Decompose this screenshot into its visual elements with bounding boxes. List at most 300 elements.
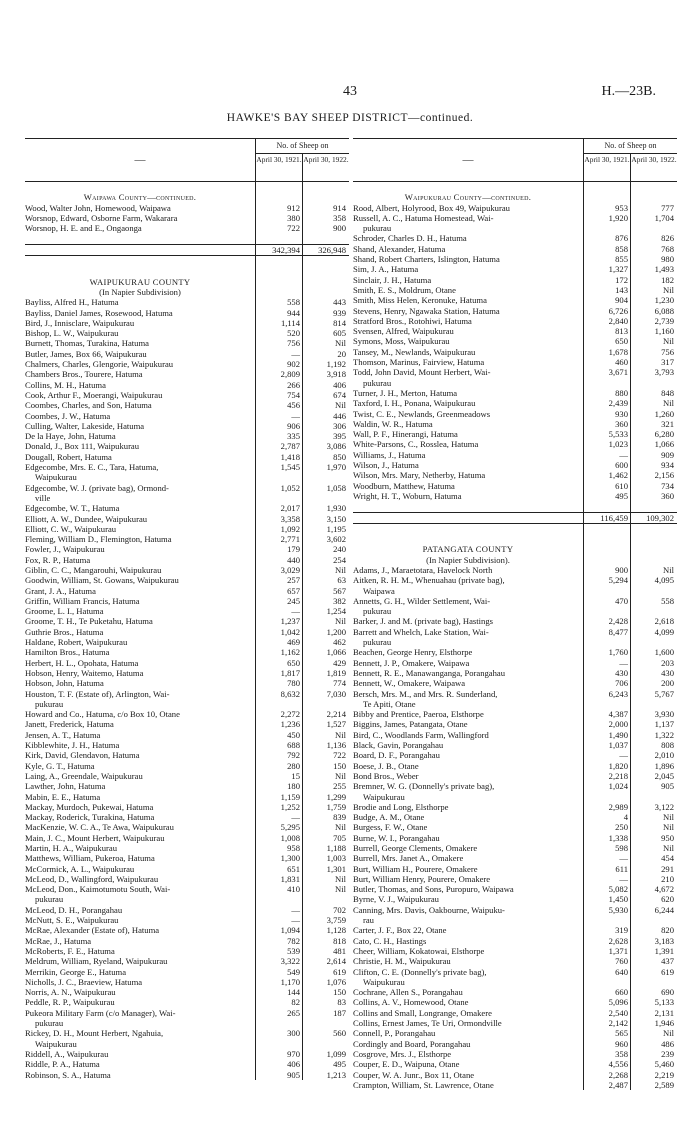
owner-name: Waipawa <box>363 585 395 596</box>
table-row <box>25 658 349 668</box>
sheep-1922 <box>631 792 677 802</box>
owner-name: ville <box>35 492 51 503</box>
sheep-1921: 2,000 <box>608 719 628 730</box>
owner-name: Kyle, G. T., Hatuma <box>25 760 95 771</box>
owner-name: Barrett and Whelch, Lake Station, Wai- <box>353 626 489 637</box>
sheep-1921: 2,840 <box>608 315 628 326</box>
owner-name: Bibby and Prentice, Paeroa, Elsthorpe <box>353 709 484 720</box>
table-row <box>353 689 677 699</box>
table-row <box>353 905 677 915</box>
owner-name: Carter, J. F., Box 22, Otane <box>353 925 447 936</box>
continuation-line <box>353 637 677 647</box>
table-row <box>25 1049 349 1059</box>
sheep-1922: 1,128 <box>326 925 346 936</box>
sheep-1921: 906 <box>287 420 300 431</box>
sheep-1922: 3,183 <box>654 935 674 946</box>
sheep-1922: 734 <box>661 480 674 491</box>
sheep-1921: 2,540 <box>608 1007 628 1018</box>
sheep-1922: 203 <box>661 657 674 668</box>
section-heading <box>353 192 677 202</box>
sheep-1921: 410 <box>287 884 300 895</box>
sheep-1921: 610 <box>615 480 628 491</box>
owner-name: Stevens, Henry, Ngawaka Station, Hatuma <box>353 305 500 316</box>
sheep-1921: 1,820 <box>608 760 628 771</box>
owner-name: Chambers Bros., Tourere, Hatuma <box>25 369 143 380</box>
sheep-1921: 958 <box>287 843 300 853</box>
table-row <box>353 470 677 480</box>
owner-name: rau <box>363 915 374 926</box>
sheep-1921: 1,338 <box>608 832 628 843</box>
sheep-1921: 266 <box>287 379 300 390</box>
owner-name: Woodburn, Matthew, Hatuma <box>353 480 455 491</box>
page-title: HAWKE'S BAY SHEEP DISTRICT—continued. <box>226 112 474 124</box>
sheep-1922: 2,214 <box>326 709 346 720</box>
col-1922-header: April 30, 1922. <box>303 155 349 164</box>
owner-name: Cook, Arthur F., Moerangi, Waipukurau <box>25 389 163 400</box>
table-row <box>353 213 677 223</box>
owner-name: Rood, Albert, Holyrood, Box 49, Waipukurau <box>353 202 510 213</box>
table-row <box>353 336 677 346</box>
sheep-1921: 1,920 <box>608 212 628 223</box>
sheep-1922 <box>631 606 677 616</box>
owner-name: Couper, W. A. Junr., Box 11, Otane <box>353 1069 475 1080</box>
sheep-1922: 1,600 <box>654 647 674 658</box>
sheep-1921: 1,418 <box>280 451 300 462</box>
table-row <box>25 349 349 359</box>
sheep-1922: 1,188 <box>326 843 346 853</box>
sheep-1921: 2,628 <box>608 935 628 946</box>
sheep-1922: 382 <box>333 595 346 606</box>
owner-name: Robinson, S. A., Hatuma <box>25 1069 111 1080</box>
owner-name: Bersch, Mrs. M., and Mrs. R. Sunderland, <box>353 688 498 699</box>
sheep-1922: 558 <box>661 595 674 606</box>
sheep-1921: 651 <box>287 863 300 874</box>
owner-name: Williams, J., Hatuma <box>353 449 426 460</box>
sheep-1921: 953 <box>615 202 628 213</box>
table-row <box>25 1070 349 1080</box>
sheep-1921: 813 <box>615 326 628 337</box>
owner-name: Groome, T. H., Te Puketahu, Hatuma <box>25 616 153 627</box>
sheep-1922: 454 <box>661 853 674 864</box>
sheep-1922: 2,589 <box>654 1079 674 1090</box>
sheep-1922: Nil <box>663 564 674 575</box>
table-row <box>353 388 677 398</box>
table-row <box>25 514 349 524</box>
sheep-1921: 930 <box>615 408 628 419</box>
col-1922-header: April 30, 1922. <box>631 155 677 164</box>
sheep-1921: 143 <box>615 284 628 295</box>
table-row <box>25 223 349 233</box>
owner-name: Aitken, R. H. M., Whenuahau (private bag), <box>353 575 505 586</box>
owner-name: Thomson, Marinus, Fairview, Hatuma <box>353 357 485 368</box>
table-row <box>353 357 677 367</box>
sheep-1922 <box>631 915 677 925</box>
sheep-1921: 4,387 <box>608 709 628 720</box>
table-row <box>353 575 677 585</box>
table-row <box>25 462 349 472</box>
sheep-1922: 486 <box>661 1038 674 1049</box>
sheep-1921: — <box>291 915 300 926</box>
sheep-1922: 905 <box>661 781 674 792</box>
sheep-1922 <box>631 378 677 388</box>
sheep-1922: Nil <box>663 822 674 833</box>
owner-name: pukurau <box>35 894 64 905</box>
sheep-1921: 598 <box>615 843 628 853</box>
sheep-1922: 2,614 <box>326 956 346 967</box>
owner-name: McRae, Alexander (Estate of), Hatuma <box>25 925 160 936</box>
sheep-1921 <box>585 555 631 565</box>
owner-name: Hobson, John, Hatuma <box>25 678 104 689</box>
owner-name: Nicholls, J. C., Braeview, Hatuma <box>25 976 143 987</box>
owner-name: Canning, Mrs. Davis, Oakbourne, Waipuku- <box>353 904 505 915</box>
table-row <box>25 730 349 740</box>
owner-name: Te Apiti, Otane <box>363 698 416 709</box>
table-row <box>25 967 349 977</box>
sheep-1922: 4,095 <box>654 575 674 586</box>
sheep-1921: 3,358 <box>280 513 300 524</box>
table-row <box>25 534 349 544</box>
sheep-1922: Nil <box>335 338 346 349</box>
sheep-1921 <box>585 378 631 388</box>
sheep-1921 <box>257 472 303 482</box>
table-row <box>25 616 349 626</box>
owner-name: Cordingly and Board, Porangahau <box>353 1038 471 1049</box>
owner-name: Rickey, D. H., Mount Herbert, Ngahuia, <box>25 1028 164 1039</box>
owner-name: Waipukurau <box>35 472 77 483</box>
table-row <box>25 956 349 966</box>
owner-name: MacKenzie, W. C. A., Te Awa, Waipukurau <box>25 822 174 833</box>
sheep-1921 <box>257 192 303 202</box>
sheep-1921: 706 <box>615 678 628 689</box>
sheep-1922: 1,391 <box>654 945 674 956</box>
sheep-1922: 1,099 <box>326 1048 346 1059</box>
owner-name: McNutt, S. E., Waipukurau <box>25 915 119 926</box>
sheep-1921: 754 <box>287 389 300 400</box>
table-row <box>353 275 677 285</box>
sheep-1921: 300 <box>287 1028 300 1039</box>
owner-name: Bayliss, Daniel James, Rosewood, Hatuma <box>25 307 173 318</box>
sheep-1921: 6,243 <box>608 688 628 699</box>
sheep-1922: 2,131 <box>654 1007 674 1018</box>
sheep-1922: Nil <box>335 822 346 833</box>
sheep-1921: 116,459 <box>600 512 628 523</box>
sheep-1921: 460 <box>615 357 628 368</box>
owner-name: Taxford, I. H., Ponana, Waipukurau <box>353 398 476 409</box>
owner-name: Cochrane, Allen S., Porangahau <box>353 987 463 998</box>
sheep-1922: 443 <box>333 297 346 308</box>
table-row <box>353 781 677 791</box>
sheep-1921: 469 <box>287 637 300 648</box>
sheep-1921: 650 <box>615 336 628 347</box>
sheep-1922: 1,759 <box>326 801 346 812</box>
sheep-1921: 565 <box>615 1028 628 1039</box>
sheep-1922: 1,493 <box>654 264 674 275</box>
sheep-1921: 780 <box>287 678 300 689</box>
table-row <box>25 431 349 441</box>
sheep-1921: 900 <box>615 564 628 575</box>
owner-name: Cato, C. H., Hastings <box>353 935 427 946</box>
sheep-1921 <box>585 977 631 987</box>
sheep-1921: 4,556 <box>608 1059 628 1070</box>
sheep-1922: 567 <box>333 585 346 596</box>
table-row <box>25 936 349 946</box>
sheep-1922: Nil <box>335 564 346 575</box>
sheep-1922: 83 <box>337 997 346 1008</box>
owner-name: Tansey, M., Newlands, Waipukurau <box>353 346 476 357</box>
sheep-1922: 1,946 <box>654 1018 674 1029</box>
sheep-1922 <box>303 277 349 287</box>
left-table-body <box>25 182 349 1080</box>
sheep-1922: 1,200 <box>326 626 346 637</box>
owner-name: Waipukurau <box>35 1038 77 1049</box>
table-row <box>353 203 677 213</box>
sheep-1922: 1,930 <box>326 503 346 514</box>
owner-name: Collins and Small, Longrange, Omakere <box>353 1007 492 1018</box>
sheep-1921: 2,439 <box>608 398 628 409</box>
continuation-line <box>25 472 349 482</box>
sheep-1921: 1,831 <box>280 873 300 884</box>
sheep-1921: 855 <box>615 254 628 265</box>
table-row <box>25 874 349 884</box>
owner-name: pukurau <box>35 698 64 709</box>
owner-name: Donald, J., Box 111, Waipukurau <box>25 441 140 452</box>
table-row <box>25 678 349 688</box>
sheep-1922: Nil <box>663 284 674 295</box>
table-row <box>353 740 677 750</box>
table-row <box>353 750 677 760</box>
sheep-1922: 321 <box>661 418 674 429</box>
table-row <box>25 740 349 750</box>
owner-name: Waipawa County—continued. <box>83 192 197 203</box>
table-row <box>25 781 349 791</box>
owner-name: Cosgrove, Mrs. J., Elsthorpe <box>353 1048 452 1059</box>
sheep-1921: 1,042 <box>280 626 300 637</box>
owner-name: pukurau <box>363 637 392 648</box>
owner-name: Adams, J., Maraetotara, Havelock North <box>353 564 493 575</box>
table-row <box>25 1028 349 1038</box>
owner-name: McCormick, A. L., Waipukurau <box>25 863 135 874</box>
owner-name: Mackay, Roderick, Turakina, Hatuma <box>25 812 155 823</box>
table-row <box>25 503 349 513</box>
table-row <box>353 987 677 997</box>
sheep-1922: 187 <box>333 1007 346 1018</box>
sheep-1921: 280 <box>287 760 300 771</box>
sheep-1921 <box>257 699 303 709</box>
owner-name: Riddell, A., Waipukurau <box>25 1048 109 1059</box>
sheep-1922: 20 <box>337 348 346 359</box>
continuation-line <box>353 792 677 802</box>
sheep-1922: Nil <box>335 884 346 895</box>
sheep-1921 <box>257 894 303 904</box>
owner-name: Laing, A., Greendale, Waipukurau <box>25 770 143 781</box>
table-row <box>25 586 349 596</box>
sheep-1921 <box>257 287 303 297</box>
table-row <box>353 285 677 295</box>
table-row <box>353 647 677 657</box>
owner-name: Byrne, V. J., Waipukurau <box>353 894 439 905</box>
owner-name: Smith, Miss Helen, Keronuke, Hatuma <box>353 295 487 306</box>
owner-name: Bayliss, Alfred H., Hatuma <box>25 297 119 308</box>
table-row <box>353 565 677 575</box>
sheep-1922: 980 <box>661 254 674 265</box>
sheep-1922: 7,030 <box>326 688 346 699</box>
sheep-1922: 1,527 <box>326 719 346 730</box>
owner-name: Symons, Moss, Waipukurau <box>353 336 450 347</box>
sheep-1921: 1,327 <box>608 264 628 275</box>
table-row <box>353 874 677 884</box>
sheep-1922 <box>631 555 677 565</box>
sheep-1922: 291 <box>661 863 674 874</box>
sheep-1921: 172 <box>615 274 628 285</box>
sheep-1921: 250 <box>615 822 628 833</box>
owner-name: Mackay, Murdoch, Pukewai, Hatuma <box>25 801 154 812</box>
table-row <box>353 1080 677 1090</box>
sheep-1922 <box>303 493 349 503</box>
sheep-1921: 456 <box>287 400 300 411</box>
sheep-1921: 342,394 <box>272 244 300 255</box>
sheep-1922: Nil <box>335 873 346 884</box>
table-row <box>25 328 349 338</box>
owner-name: Wilson, Mrs. Mary, Netherby, Hatuma <box>353 470 486 481</box>
table-row <box>353 244 677 254</box>
table-row <box>25 452 349 462</box>
owner-name: Sim, J. A., Hatuma <box>353 264 419 275</box>
sheep-1921: 1,462 <box>608 470 628 481</box>
table-row <box>353 419 677 429</box>
table-row <box>353 709 677 719</box>
table-row <box>25 647 349 657</box>
owner-name: Stratford Bros., Rotohiwi, Hatuma <box>353 315 472 326</box>
owner-name: Burt, William Henry, Pourere, Omakere <box>353 873 491 884</box>
sheep-1922: 814 <box>333 317 346 328</box>
owner-name: Burrell, Mrs. Janet A., Omakere <box>353 853 464 864</box>
table-row <box>25 802 349 812</box>
table-row <box>25 524 349 534</box>
sheep-1922: 2,618 <box>654 616 674 627</box>
sheep-1921: 722 <box>287 223 300 234</box>
sheep-1922: 4,099 <box>654 626 674 637</box>
continuation-line <box>353 586 677 596</box>
table-row <box>353 326 677 336</box>
sheep-1921: 380 <box>287 212 300 223</box>
owner-name: Burrell, George Clements, Omakere <box>353 843 478 853</box>
owner-name: Hobson, Henry, Waitemo, Hatuma <box>25 667 144 678</box>
sheep-1921: — <box>291 812 300 823</box>
owner-name: Barker, J. and M. (private bag), Hastings <box>353 616 493 627</box>
owner-name: Elliott, A. W., Dundee, Waipukurau <box>25 513 148 524</box>
sheep-1922: Nil <box>663 843 674 853</box>
owner-name: Groome, L. I., Hatuma <box>25 606 104 617</box>
sheep-1921 <box>257 277 303 287</box>
spacer <box>353 182 677 192</box>
owner-name: pukurau <box>35 1018 64 1029</box>
owner-name: Giblin, C. C., Mangarouhi, Waipukurau <box>25 564 162 575</box>
sheep-1921: 1,094 <box>280 925 300 936</box>
table-row <box>25 905 349 915</box>
sheep-1922: 255 <box>333 781 346 792</box>
owner-name: Schroder, Charles D. H., Hatuma <box>353 233 467 244</box>
sheep-1922: 3,150 <box>326 513 346 524</box>
owner-name: Cheer, William, Kokatowai, Elsthorpe <box>353 945 485 956</box>
sheep-1922: 560 <box>333 1028 346 1039</box>
owner-name: Haldane, Robert, Waipukurau <box>25 637 128 648</box>
sheep-1921: 2,787 <box>280 441 300 452</box>
table-row <box>353 491 677 501</box>
sheep-1922: 4,672 <box>654 884 674 895</box>
table-row <box>353 761 677 771</box>
table-row <box>353 616 677 626</box>
sheep-1921: 1,037 <box>608 740 628 751</box>
table-row <box>353 450 677 460</box>
owner-name: Bennett, R. E., Manawanganga, Porangahau <box>353 667 506 678</box>
sheep-1922: Nil <box>335 616 346 627</box>
sheep-1922 <box>631 192 677 202</box>
sheep-1922: 1,003 <box>326 853 346 864</box>
owner-name: (In Napier Subdivision) <box>99 286 181 297</box>
sheep-1921: 3,671 <box>608 367 628 378</box>
table-row <box>25 689 349 699</box>
sheep-1921: 1,490 <box>608 729 628 740</box>
sheep-1922: 1,137 <box>654 719 674 730</box>
sheep-1921: 2,487 <box>608 1079 628 1090</box>
sheep-1921: — <box>619 750 628 761</box>
owner-name: pukurau <box>363 377 392 388</box>
table-row <box>25 987 349 997</box>
sheep-1921: 650 <box>287 657 300 668</box>
owner-name: Wilson, J., Hatuma <box>353 460 419 471</box>
owner-name: Riddle, P. A., Hatuma <box>25 1059 100 1070</box>
table-row <box>353 596 677 606</box>
sheep-1922: 317 <box>661 357 674 368</box>
sheep-1921: 640 <box>615 966 628 977</box>
sheep-1921: 611 <box>615 863 628 874</box>
continuation-line <box>353 223 677 233</box>
table-row <box>25 555 349 565</box>
sheep-1922: 777 <box>661 202 674 213</box>
owner-name: Collins, Ernest James, Te Uri, Ormondville <box>353 1018 502 1029</box>
sheep-1921: 6,726 <box>608 305 628 316</box>
sheep-1921: 1,114 <box>280 317 300 328</box>
sheep-1922 <box>631 637 677 647</box>
sheep-1921: 2,989 <box>608 801 628 812</box>
owner-name: Waldin, W. R., Hatuma <box>353 418 433 429</box>
sheep-1921: 1,817 <box>280 667 300 678</box>
table-row <box>353 347 677 357</box>
sheep-1921: 1,170 <box>280 976 300 987</box>
owner-name: Fleming, William D., Flemington, Hatuma <box>25 534 172 545</box>
owner-name: Edgecombe, Mrs. E. C., Tara, Hatuma, <box>25 462 159 473</box>
table-row <box>25 812 349 822</box>
table-row <box>353 481 677 491</box>
sheep-1921: — <box>291 410 300 421</box>
table-row <box>25 369 349 379</box>
sheep-1922: 939 <box>333 307 346 318</box>
table-row <box>25 843 349 853</box>
sheep-1921: 360 <box>615 418 628 429</box>
sheep-1921: 144 <box>287 987 300 998</box>
continuation-line <box>25 699 349 709</box>
table-row <box>25 308 349 318</box>
sheep-1922: 818 <box>333 935 346 946</box>
sheep-1922: 306 <box>333 420 346 431</box>
sheep-1921 <box>585 192 631 202</box>
owner-name: Bishop, L. W., Waipukurau <box>25 328 119 339</box>
table-row <box>25 421 349 431</box>
sheep-1922 <box>631 544 677 554</box>
spacer <box>353 524 677 534</box>
sheep-1922: 808 <box>661 740 674 751</box>
owner-name: Matthews, William, Pukeroa, Hatuma <box>25 853 155 864</box>
